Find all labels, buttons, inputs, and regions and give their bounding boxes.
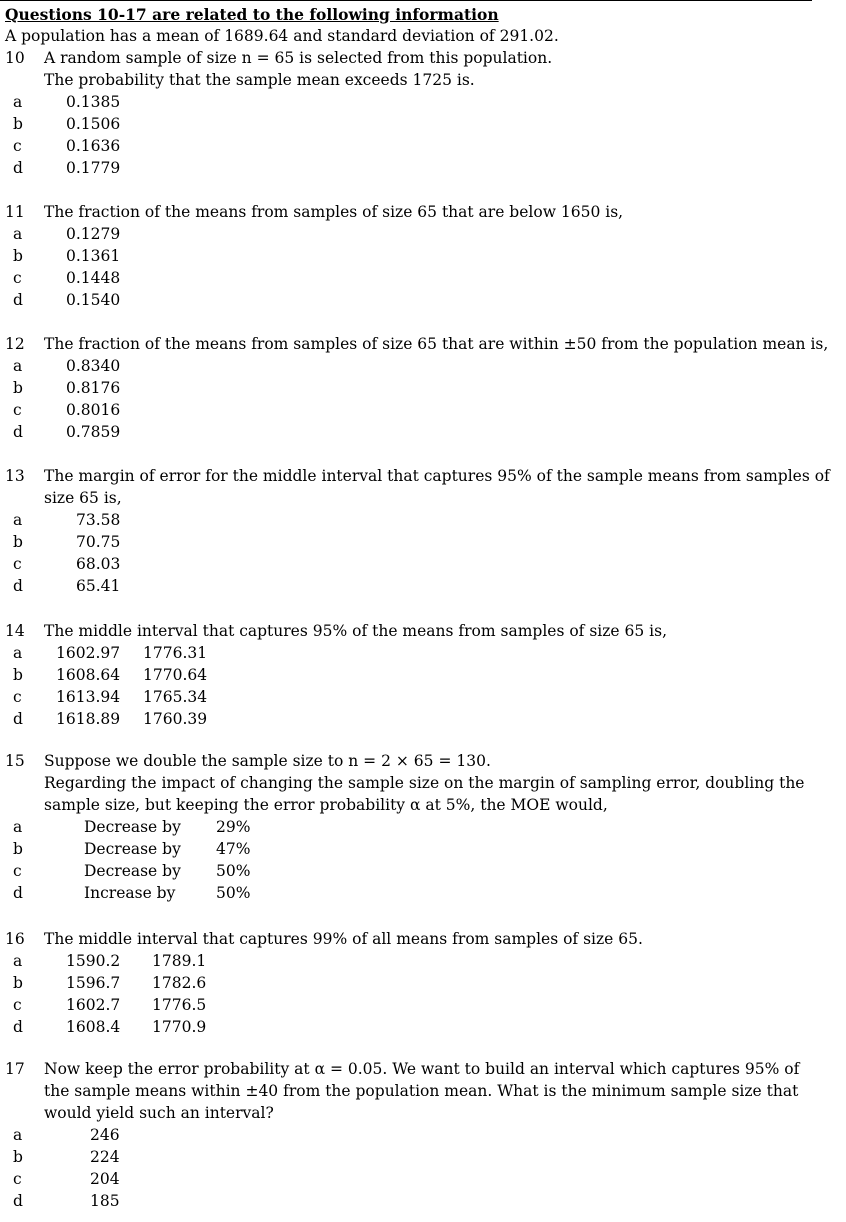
option-value: 1789.1 [152,952,207,970]
option-value: 0.8176 [66,379,121,397]
option-value: 1590.2 [66,952,121,970]
option-value: 0.1506 [66,115,121,133]
option-letter: d [13,710,23,728]
option-letter: c [13,269,22,287]
option-value: 73.58 [76,511,121,529]
option-value: Decrease by [84,840,181,858]
option-value: 0.1448 [66,269,121,287]
question-number: 10 [5,49,25,67]
option-letter: a [13,225,23,243]
option-value: Decrease by [84,862,181,880]
question-text: The fraction of the means from samples of size 65 that are below 1650 is, [44,203,624,221]
option-letter: a [13,952,23,970]
option-letter: d [13,577,23,595]
question-text: The margin of error for the middle interval that captures 95% of the sample means from samples of [44,467,830,485]
question-text: The fraction of the means from samples of size 65 that are within ±50 from the population mean is, [44,335,829,353]
option-letter: b [13,115,23,133]
question-number: 14 [5,622,25,640]
question-number: 13 [5,467,25,485]
section-heading: Questions 10-17 are related to the following information [5,5,499,24]
question-number: 17 [5,1060,25,1078]
question-number: 15 [5,752,25,770]
question-text: Suppose we double the sample size to n = 2 × 65 = 130. [44,752,491,770]
option-letter: d [13,884,23,902]
option-letter: b [13,666,23,684]
question-text: size 65 is, [44,489,122,507]
option-letter: d [13,1192,23,1210]
option-value: 185 [90,1192,120,1210]
option-value: 0.8340 [66,357,121,375]
option-value: 0.1540 [66,291,121,309]
option-value: 68.03 [76,555,121,573]
option-letter: c [13,401,22,419]
option-value: 1776.31 [143,644,208,662]
option-letter: b [13,840,23,858]
option-value: 65.41 [76,577,121,595]
option-value: 1782.6 [152,974,207,992]
option-letter: a [13,644,23,662]
top-rule [0,0,812,1]
option-value: Decrease by [84,818,181,836]
option-letter: c [13,1170,22,1188]
option-value: 47% [216,840,251,858]
option-value: 0.1636 [66,137,121,155]
option-letter: a [13,1126,23,1144]
option-value: 0.1779 [66,159,121,177]
option-value: 246 [90,1126,120,1144]
option-value: 1608.64 [56,666,121,684]
option-value: Increase by [84,884,176,902]
option-value: 1765.34 [143,688,208,706]
option-letter: c [13,862,22,880]
intro-text: A population has a mean of 1689.64 and standard deviation of 291.02. [5,27,559,45]
option-letter: a [13,511,23,529]
option-value: 1770.9 [152,1018,207,1036]
option-value: 1776.5 [152,996,207,1014]
option-letter: a [13,357,23,375]
option-value: 0.1361 [66,247,121,265]
question-text: Regarding the impact of changing the sample size on the margin of sampling error, doubling the [44,774,805,792]
question-number: 16 [5,930,25,948]
option-value: 50% [216,884,251,902]
option-value: 1760.39 [143,710,208,728]
option-letter: d [13,1018,23,1036]
option-value: 1596.7 [66,974,121,992]
option-letter: d [13,159,23,177]
question-text: The probability that the sample mean exceeds 1725 is. [44,71,475,89]
question-number: 12 [5,335,25,353]
option-letter: b [13,247,23,265]
option-letter: c [13,555,22,573]
option-value: 1618.89 [56,710,121,728]
option-value: 1608.4 [66,1018,121,1036]
option-letter: b [13,974,23,992]
question-text: sample size, but keeping the error probability α at 5%, the MOE would, [44,796,608,814]
question-text: would yield such an interval? [44,1104,274,1122]
option-value: 0.7859 [66,423,121,441]
option-value: 224 [90,1148,120,1166]
option-value: 29% [216,818,251,836]
option-letter: c [13,688,22,706]
option-value: 0.1279 [66,225,121,243]
option-value: 1602.7 [66,996,121,1014]
option-value: 1602.97 [56,644,121,662]
option-value: 0.1385 [66,93,121,111]
option-letter: b [13,379,23,397]
question-text: Now keep the error probability at α = 0.05. We want to build an interval which captures 95% of [44,1060,800,1078]
option-letter: d [13,423,23,441]
option-value: 1770.64 [143,666,208,684]
option-value: 1613.94 [56,688,121,706]
option-letter: d [13,291,23,309]
option-letter: b [13,533,23,551]
option-value: 70.75 [76,533,121,551]
question-text: The middle interval that captures 99% of all means from samples of size 65. [44,930,643,948]
question-number: 11 [5,203,25,221]
option-letter: a [13,818,23,836]
question-text: The middle interval that captures 95% of the means from samples of size 65 is, [44,622,667,640]
option-value: 204 [90,1170,120,1188]
question-text: A random sample of size n = 65 is selected from this population. [44,49,553,67]
option-letter: c [13,996,22,1014]
question-text: the sample means within ±40 from the population mean. What is the minimum sample size that [44,1082,799,1100]
option-value: 0.8016 [66,401,121,419]
option-letter: a [13,93,23,111]
option-letter: c [13,137,22,155]
option-letter: b [13,1148,23,1166]
option-value: 50% [216,862,251,880]
